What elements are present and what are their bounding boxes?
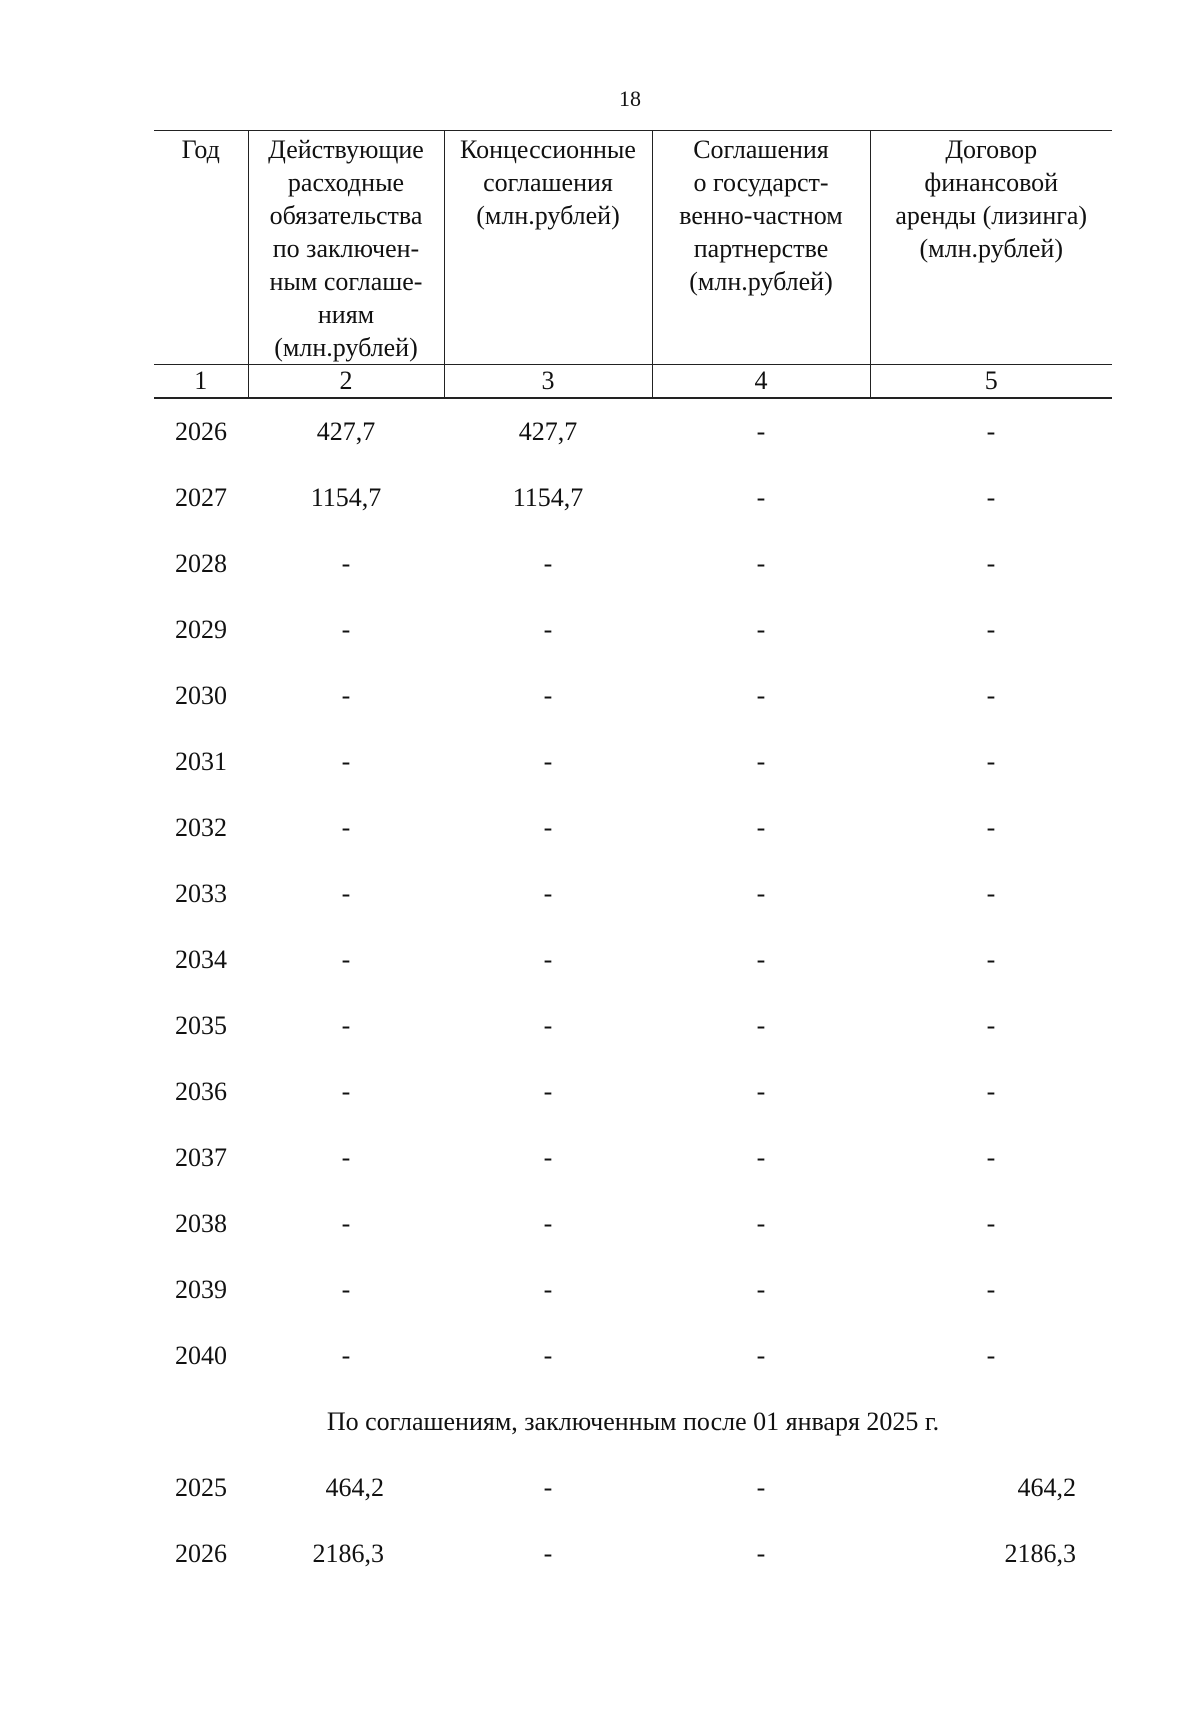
header-line: Год [181, 135, 220, 164]
header-line: венно-частном [679, 201, 843, 230]
header-line: (млн.рублей) [919, 234, 1063, 263]
value-cell: - [341, 1341, 351, 1370]
value-cell: - [543, 681, 553, 710]
value-cell: - [756, 1143, 766, 1172]
header-line: (млн.рублей) [274, 333, 418, 362]
year-cell: 2028 [175, 549, 227, 578]
year-cell: 2034 [175, 945, 227, 974]
value-cell: - [756, 1275, 766, 1304]
value-cell: - [543, 1473, 553, 1502]
value-cell: - [986, 879, 996, 908]
table-row [154, 597, 1112, 663]
value-cell: - [341, 1275, 351, 1304]
value-cell: - [341, 615, 351, 644]
value-cell: - [543, 813, 553, 842]
column-number: 2 [248, 365, 444, 399]
column-number: 3 [444, 365, 652, 399]
table-body [154, 398, 1112, 1587]
section-title-row [154, 1389, 1112, 1455]
value-cell: - [756, 417, 766, 446]
value-cell: - [986, 483, 996, 512]
value-cell: - [341, 681, 351, 710]
column-number: 4 [652, 365, 870, 399]
value-cell: - [986, 615, 996, 644]
value-cell: 1154,7 [310, 483, 382, 512]
value-cell: - [986, 1275, 996, 1304]
table-row [154, 465, 1112, 531]
header-line: о государст- [693, 168, 829, 197]
value-cell: - [543, 1011, 553, 1040]
header-line: Договор [945, 135, 1038, 164]
header-line: обязательства [269, 201, 423, 230]
year-cell: 2037 [175, 1143, 227, 1172]
value-cell: - [756, 483, 766, 512]
year-cell: 2040 [175, 1341, 227, 1370]
value-cell: - [341, 879, 351, 908]
section-table-row [154, 1455, 1112, 1521]
header-year [154, 131, 248, 365]
value-cell: 1154,7 [512, 483, 584, 512]
value-cell: - [756, 615, 766, 644]
table-header-row [154, 131, 1112, 365]
value-cell: - [986, 1011, 996, 1040]
year-cell: 2029 [175, 615, 227, 644]
value-cell: - [756, 813, 766, 842]
year-cell: 2026 [175, 1539, 227, 1568]
value-cell: - [756, 945, 766, 974]
header-line: Действующие [268, 135, 424, 164]
table-row [154, 1191, 1112, 1257]
header-line: по заключен- [272, 234, 420, 263]
value-cell: - [756, 747, 766, 776]
value-cell: 2186,3 [1004, 1539, 1076, 1568]
table-row [154, 795, 1112, 861]
section-title: По соглашениям, заключенным после 01 января 2025 г. [326, 1407, 940, 1436]
year-cell: 2036 [175, 1077, 227, 1106]
value-cell: - [543, 1539, 553, 1568]
value-cell: - [543, 1341, 553, 1370]
section-table-row [154, 1521, 1112, 1587]
column-number-row [154, 365, 1112, 399]
header-concession-agreements [444, 131, 652, 365]
value-cell: - [543, 549, 553, 578]
header-line: Концессионные [460, 135, 636, 164]
year-cell: 2039 [175, 1275, 227, 1304]
value-cell: - [986, 1077, 996, 1106]
value-cell: - [986, 945, 996, 974]
header-line: Соглашения [693, 135, 829, 164]
value-cell: - [986, 1143, 996, 1172]
value-cell: - [756, 1209, 766, 1238]
value-cell: - [756, 681, 766, 710]
page-number: 18 [619, 86, 641, 111]
header-line: аренды (лизинга) [895, 201, 1088, 230]
value-cell: - [986, 747, 996, 776]
table-row [154, 663, 1112, 729]
table-row [154, 729, 1112, 795]
value-cell: - [756, 879, 766, 908]
value-cell: - [543, 1143, 553, 1172]
value-cell: - [756, 1011, 766, 1040]
table-row [154, 993, 1112, 1059]
header-line: ным соглаше- [269, 267, 423, 296]
header-ppp-agreements [652, 131, 870, 365]
column-number: 5 [870, 365, 1112, 399]
value-cell: - [341, 1011, 351, 1040]
year-cell: 2027 [175, 483, 227, 512]
value-cell: - [756, 1539, 766, 1568]
header-line: (млн.рублей) [689, 267, 833, 296]
table-row [154, 398, 1112, 465]
value-cell: - [986, 417, 996, 446]
value-cell: - [543, 879, 553, 908]
header-line: ниям [317, 300, 375, 329]
value-cell: 2186,3 [312, 1539, 384, 1568]
header-current-obligations [248, 131, 444, 365]
value-cell: - [756, 549, 766, 578]
table-row [154, 531, 1112, 597]
table-row [154, 1125, 1112, 1191]
header-line: финансовой [924, 168, 1059, 197]
value-cell: - [756, 1473, 766, 1502]
year-cell: 2035 [175, 1011, 227, 1040]
header-line: расходные [287, 168, 405, 197]
value-cell: 464,2 [1017, 1473, 1076, 1502]
value-cell: - [543, 615, 553, 644]
value-cell: - [341, 1209, 351, 1238]
value-cell: - [341, 549, 351, 578]
year-cell: 2032 [175, 813, 227, 842]
header-line: (млн.рублей) [476, 201, 620, 230]
obligations-table [154, 130, 1112, 1587]
value-cell: - [756, 1341, 766, 1370]
header-line: соглашения [483, 168, 613, 197]
table-row [154, 861, 1112, 927]
year-cell: 2031 [175, 747, 227, 776]
value-cell: - [543, 1209, 553, 1238]
header-leasing-agreements [870, 131, 1112, 365]
value-cell: - [341, 1143, 351, 1172]
value-cell: - [986, 549, 996, 578]
value-cell: - [986, 1209, 996, 1238]
year-cell: 2030 [175, 681, 227, 710]
value-cell: - [543, 1077, 553, 1106]
header-line: партнерстве [693, 234, 829, 263]
table-row [154, 1257, 1112, 1323]
value-cell: 464,2 [325, 1473, 384, 1502]
value-cell: 427,7 [316, 417, 376, 446]
value-cell: - [986, 1341, 996, 1370]
year-cell: 2033 [175, 879, 227, 908]
value-cell: - [543, 747, 553, 776]
year-cell: 2026 [175, 417, 227, 446]
value-cell: - [543, 1275, 553, 1304]
column-number: 1 [154, 365, 248, 399]
value-cell: - [341, 747, 351, 776]
value-cell: - [543, 945, 553, 974]
value-cell: - [341, 1077, 351, 1106]
value-cell: - [986, 681, 996, 710]
value-cell: - [756, 1077, 766, 1106]
table-row [154, 1323, 1112, 1389]
value-cell: - [341, 813, 351, 842]
value-cell: - [341, 945, 351, 974]
table-row [154, 1059, 1112, 1125]
value-cell: - [986, 813, 996, 842]
value-cell: 427,7 [518, 417, 578, 446]
year-cell: 2025 [175, 1473, 227, 1502]
year-cell: 2038 [175, 1209, 227, 1238]
table-row [154, 927, 1112, 993]
